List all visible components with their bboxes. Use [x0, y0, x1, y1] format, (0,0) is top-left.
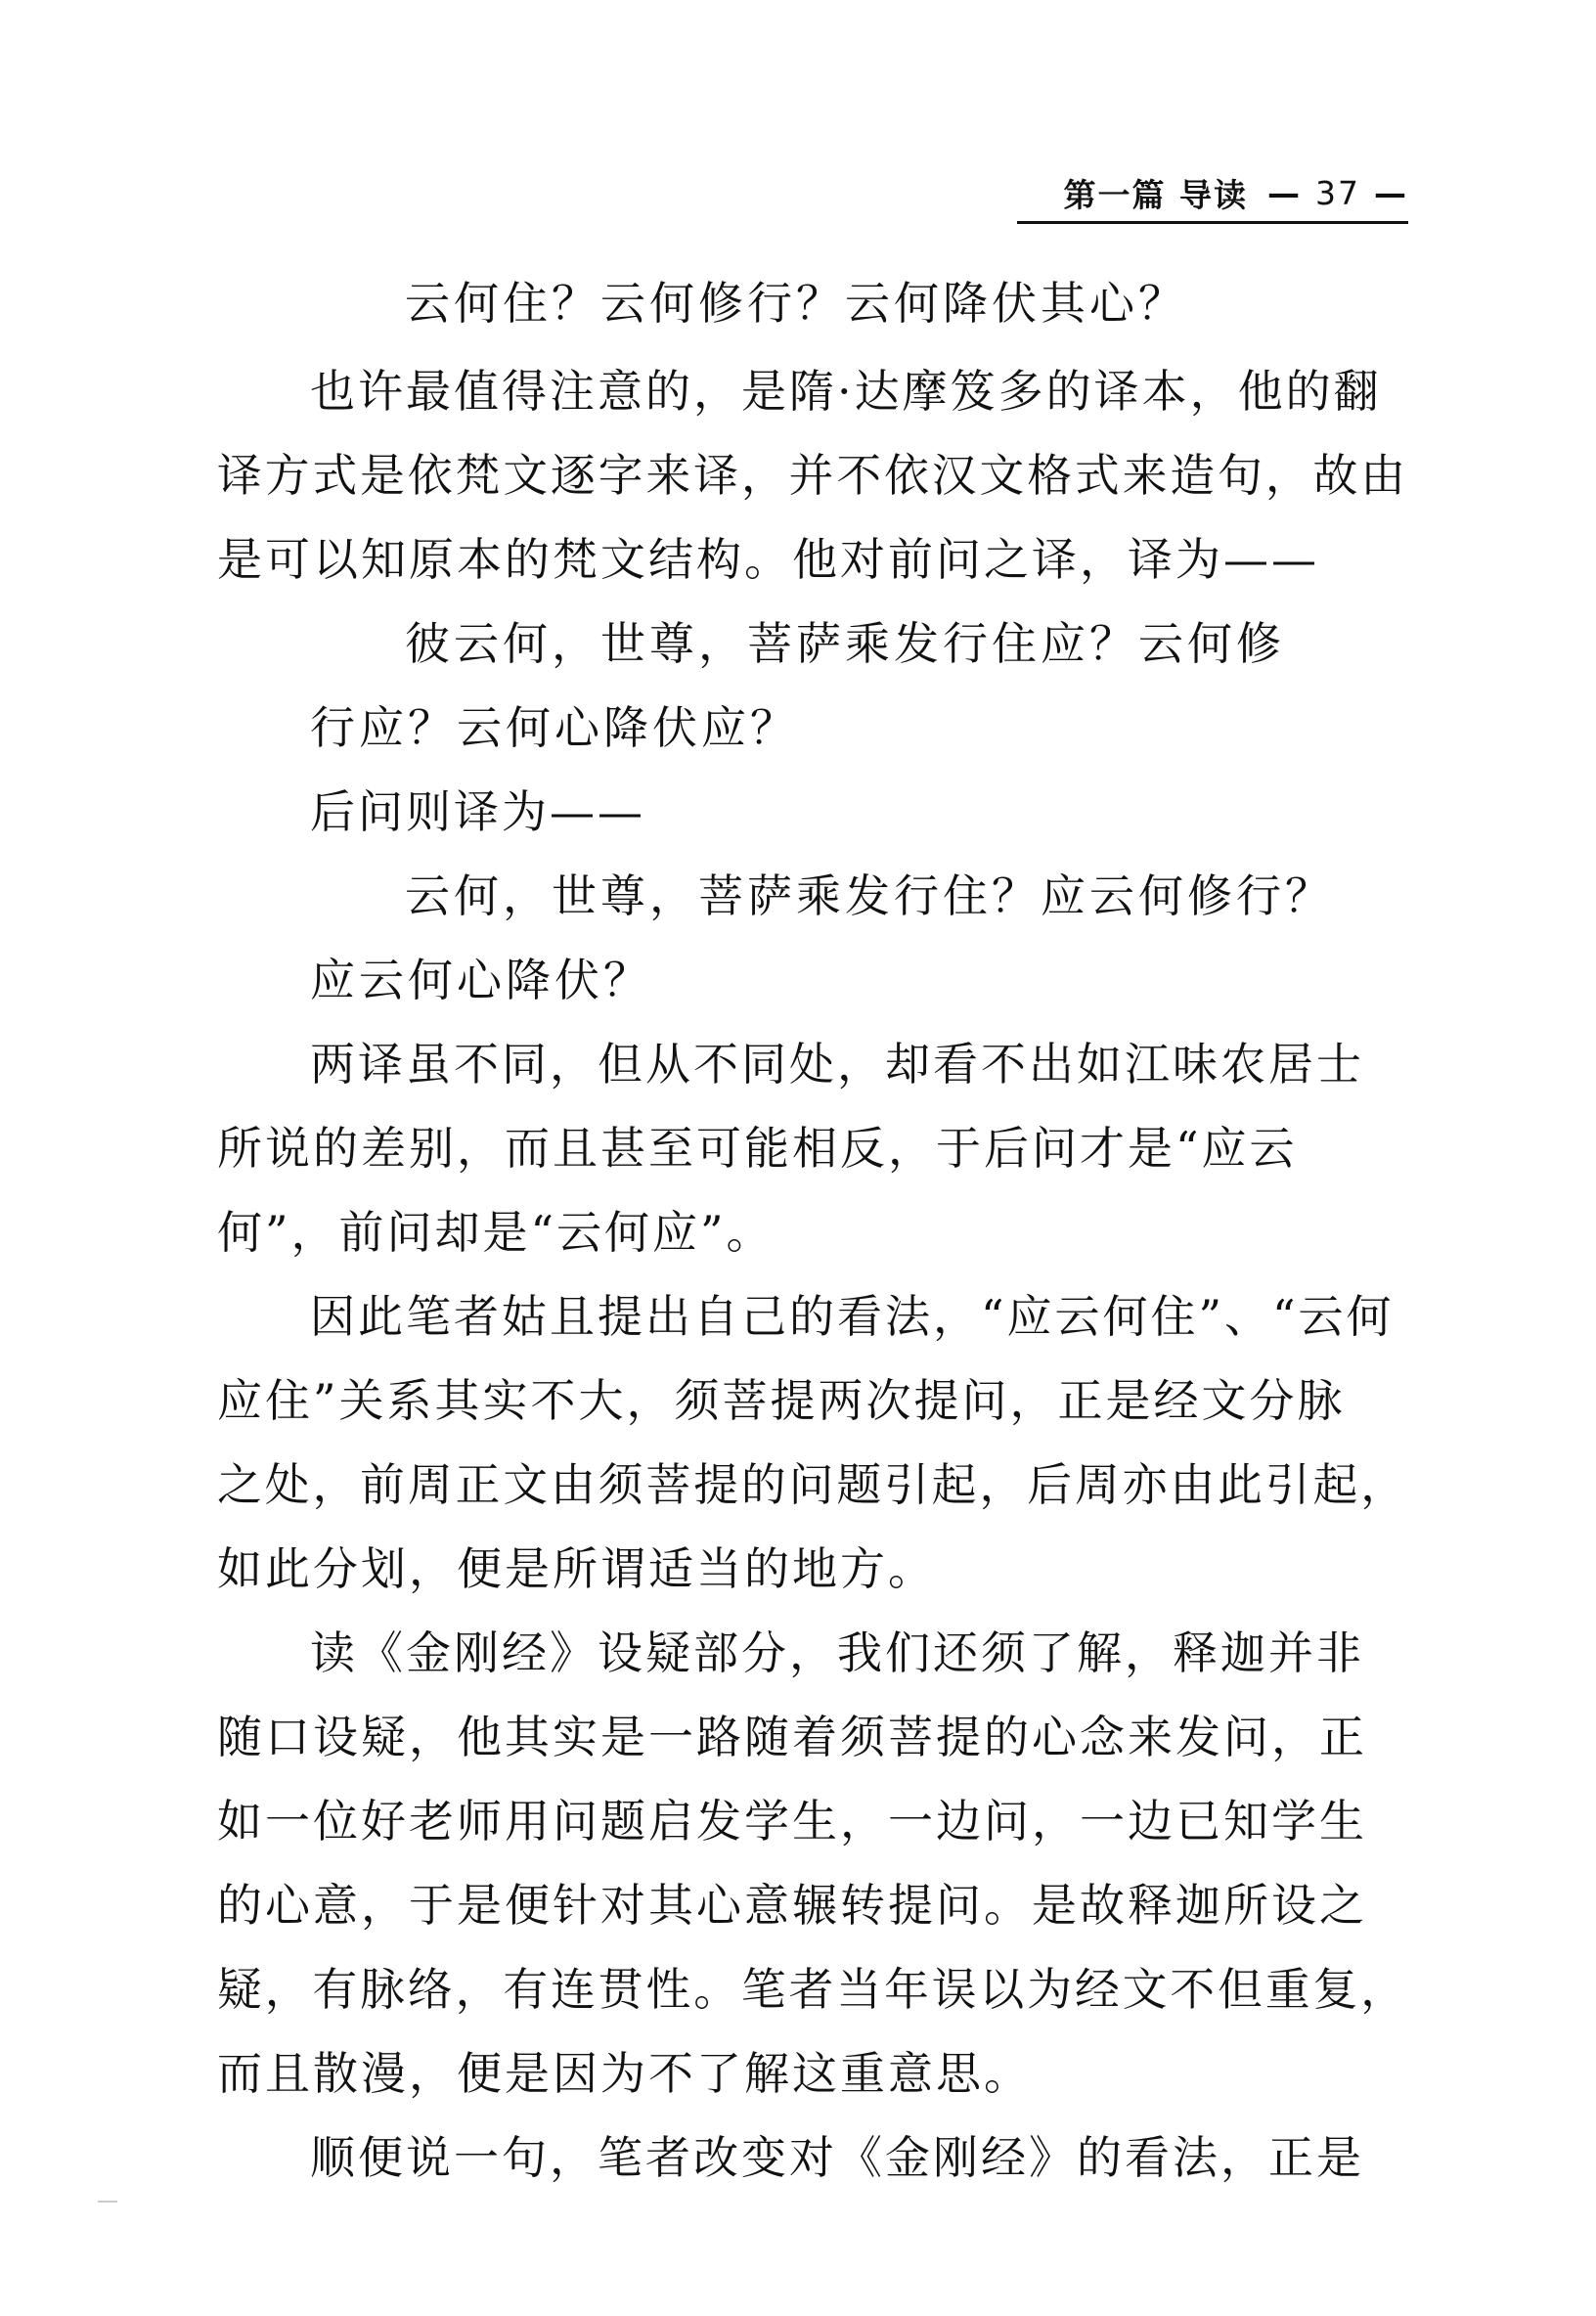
quote-line: 云何，世尊，菩萨乘发行住？应云何修行？	[405, 869, 1334, 922]
quote-line: 行应？云何心降伏应？	[310, 701, 799, 754]
body-line: 疑，有脉络，有连贯性。笔者当年误以为经文不但重复，	[217, 1963, 1409, 2016]
body-line: 何”，前问却是“云何应”。	[217, 1206, 775, 1259]
body-line: 随口设疑，他其实是一路随着须菩提的心念来发问，正	[217, 1711, 1367, 1763]
chapter-title: 第一篇 导读	[1063, 175, 1248, 214]
body-line: 而且散漫，便是因为不了解这重意思。	[217, 2047, 1032, 2100]
body-line: 所说的差别，而且甚至可能相反，于后问才是“应云	[217, 1122, 1298, 1175]
body-line: 因此笔者姑且提出自己的看法，“应云何住”、“云何	[310, 1290, 1395, 1343]
quote-line: 彼云何，世尊，菩萨乘发行住应？云何修	[405, 617, 1285, 670]
body-line: 顺便说一句，笔者改变对《金刚经》的看法，正是	[310, 2131, 1364, 2184]
header-dash-left: —	[1267, 173, 1302, 212]
body-line: 是可以知原本的梵文结构。他对前问之译，译为——	[217, 533, 1319, 586]
body-line: 的心意，于是便针对其心意辗转提问。是故释迦所设之	[217, 1879, 1367, 1932]
body-line: 也许最值得注意的，是隋·达摩笈多的译本，他的翻	[310, 365, 1382, 418]
body-line: 后问则译为——	[310, 785, 645, 838]
scan-artifact	[98, 2201, 117, 2203]
body-line: 如一位好老师用问题启发学生，一边问，一边已知学生	[217, 1795, 1367, 1848]
body-line: 应住”关系其实不大，须菩提两次提问，正是经文分脉	[217, 1374, 1346, 1427]
body-line: 如此分划，便是所谓适当的地方。	[217, 1542, 936, 1595]
body-line: 之处，前周正文由须菩提的问题引起，后周亦由此引起，	[217, 1458, 1409, 1511]
body-line: 读《金刚经》设疑部分，我们还须了解，释迦并非	[310, 1626, 1364, 1679]
body-line: 两译虽不同，但从不同处，却看不出如江味农居士	[310, 1038, 1364, 1091]
page-number: 37	[1315, 173, 1360, 212]
header-dash-right: —	[1374, 173, 1408, 212]
body-line: 译方式是依梵文逐字来译，并不依汉文格式来造句，故由	[217, 449, 1409, 502]
running-header	[1017, 164, 1408, 224]
quote-line: 应云何心降伏？	[310, 954, 652, 1006]
quote-line: 云何住？云何修行？云何降伏其心？	[405, 277, 1187, 330]
